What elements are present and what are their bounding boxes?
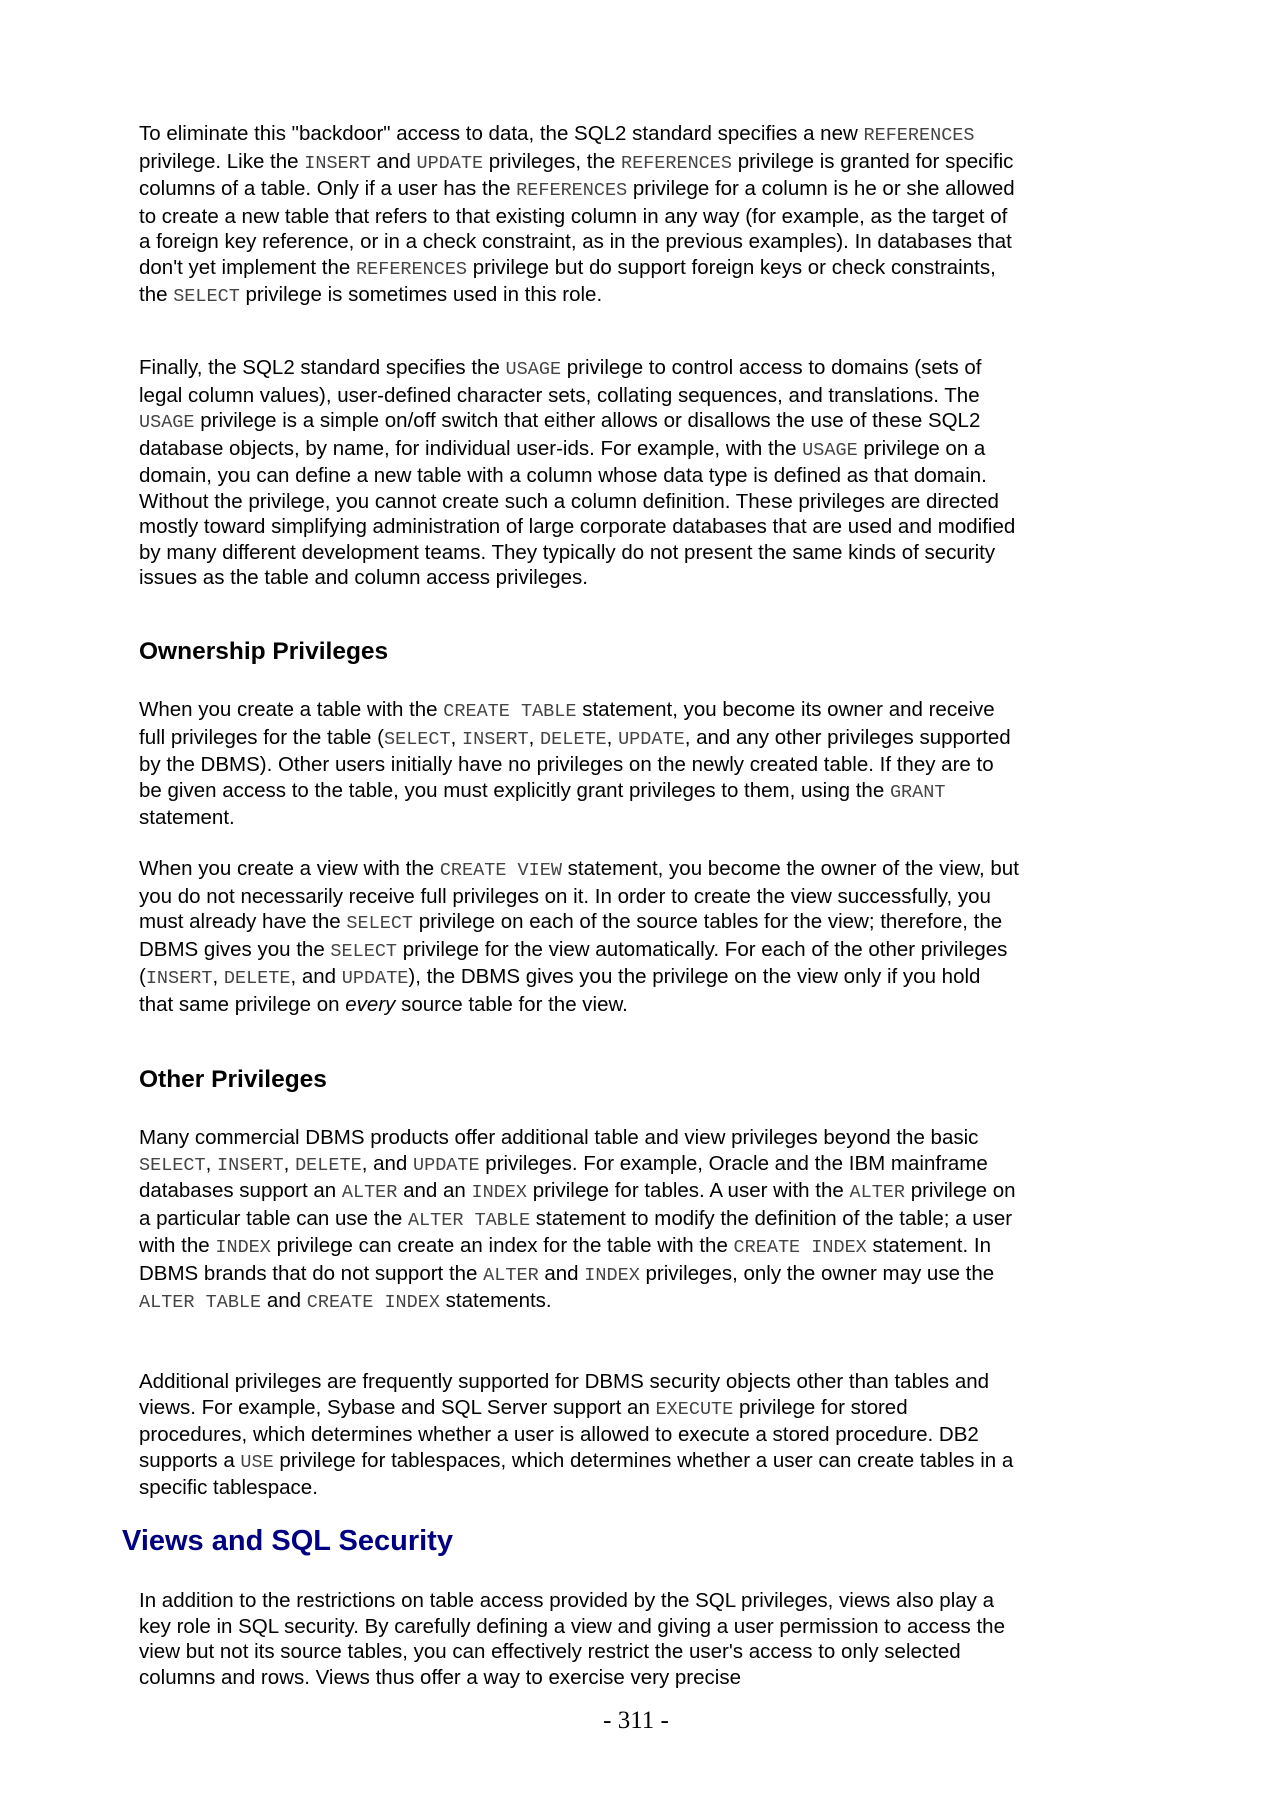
paragraph-views-security: [139, 1588, 1019, 1690]
paragraph-additional-privileges: [139, 1369, 1019, 1501]
text: , and any other privileges supported by the DBMS). Other users initially have no privileges on the newly created table. If they are to be given access to the table, you must explicitly grant privileges to them, using the: [139, 725, 1011, 802]
code-keyword: ALTER: [341, 1182, 398, 1203]
code-keyword: SELECT: [139, 1154, 206, 1176]
code-keyword: UPDATE: [618, 728, 685, 750]
code-keyword: CREATE INDEX: [306, 1292, 440, 1313]
text: statement, you become the owner of the view, but you do not necessarily receive full privileges on it. In order to create the view successfully, you must already have the: [139, 857, 1019, 933]
text: statements.: [439, 1289, 552, 1312]
text: privilege can create an index for the table with the: [270, 1234, 734, 1257]
paragraph-table-ownership: [139, 697, 1019, 831]
heading-ownership-privileges: Ownership Privileges: [139, 638, 389, 665]
text: and an: [397, 1179, 472, 1202]
text: In addition to the restrictions on table access provided by the SQL privileges, views also play a key role in SQL security. By carefully defining a view and giving a user permission to access the view but not its source tables, you can effectively restrict the user's access to only selected columns and rows. Views thus offer a way to exercise very precise: [139, 1589, 1005, 1689]
text: privileges, the: [483, 149, 621, 173]
text: Additional privileges are frequently supported for DBMS security objects other than tables and views. For example, Sybase and SQL Server support an: [139, 1370, 990, 1419]
text: and: [538, 1261, 585, 1285]
text: Many commercial DBMS products offer additional table and view privileges beyond the basic: [139, 1126, 979, 1149]
code-keyword: DELETE: [540, 728, 607, 750]
text: To eliminate this "backdoor" access to data, the SQL2 standard specifies a new: [139, 122, 864, 145]
code-keyword: UPDATE: [341, 968, 409, 989]
code-keyword: CREATE TABLE: [443, 701, 577, 722]
code-keyword: SELECT: [173, 286, 240, 307]
code-keyword: REFERENCES: [620, 152, 732, 174]
text: ,: [283, 1151, 296, 1175]
text: and: [370, 149, 417, 173]
code-keyword: ALTER: [483, 1264, 539, 1286]
text: ,: [528, 725, 541, 749]
text: , and: [290, 965, 342, 988]
text: privilege on a domain, you can define a new table with a column whose data type is defined as that domain. Without the privilege, you cannot create such a column definition. These privileges are directed mostly toward simplifying administration of large corporate databases that are used and modified by many different development teams. They typically do not present the same kinds of security issues as the table and column access privileges.: [139, 436, 1016, 589]
heading-views-and-sql-security: Views and SQL Security: [122, 1525, 453, 1557]
code-keyword: UPDATE: [412, 1154, 480, 1176]
text: privilege for the view automatically. For each of the other privileges (: [139, 937, 1008, 988]
text: and: [261, 1289, 307, 1312]
text: statement, you become its owner and receive full privileges for the table (: [139, 698, 995, 749]
text: privilege for a column is he or she allowed to create a new table that refers to that existing column in any way (for example, as the target of a foreign key reference, or in a check constraint, as in the previous examples). In databases that don't yet implement the: [139, 177, 1015, 279]
code-keyword: USAGE: [139, 412, 195, 433]
code-keyword: CREATE VIEW: [439, 860, 562, 881]
code-keyword: USAGE: [505, 359, 562, 380]
text: privilege on a particular table can use the: [139, 1179, 1016, 1230]
text: ,: [212, 965, 224, 988]
code-keyword: USE: [240, 1451, 274, 1473]
code-keyword: REFERENCES: [356, 258, 468, 280]
text: privileges, only the owner may use the: [639, 1261, 995, 1285]
text: ), the DBMS gives you the privilege on the view only if you hold that same privilege on: [139, 965, 981, 1016]
code-keyword: CREATE INDEX: [733, 1237, 867, 1258]
code-keyword: INDEX: [471, 1182, 527, 1203]
code-keyword: REFERENCES: [863, 125, 975, 146]
text: , and: [361, 1151, 413, 1175]
text: privilege on each of the source tables for the view; therefore, the DBMS gives you the: [139, 910, 1003, 961]
code-keyword: INDEX: [215, 1237, 271, 1258]
text: statement.: [139, 806, 235, 829]
text: statement to modify the definition of the table; a user with the: [139, 1206, 1013, 1257]
code-keyword: SELECT: [346, 913, 414, 934]
text: ,: [606, 725, 619, 749]
code-keyword: DELETE: [295, 1154, 362, 1176]
text: Finally, the SQL2 standard specifies the: [139, 356, 506, 379]
paragraph-references-privilege: [139, 121, 1019, 310]
code-keyword: UPDATE: [416, 152, 484, 174]
text: When you create a table with the: [139, 698, 444, 721]
code-keyword: GRANT: [889, 781, 946, 803]
code-keyword: ALTER: [849, 1182, 905, 1203]
emphasis: every: [345, 992, 396, 1016]
paragraph-other-privileges: [139, 1125, 1019, 1316]
text: ,: [205, 1151, 218, 1175]
code-keyword: SELECT: [330, 940, 398, 962]
code-keyword: INSERT: [145, 968, 213, 989]
code-keyword: EXECUTE: [655, 1398, 734, 1420]
text: statement. In DBMS brands that do not support the: [139, 1234, 991, 1285]
code-keyword: SELECT: [383, 728, 451, 750]
text: privilege is a simple on/off switch that either allows or disallows the use of these SQL2 database objects, by name, for individual user-ids. For example, with the: [139, 409, 981, 460]
text: privilege for tablespaces, which determines whether a user can create tables in a specific tablespace.: [139, 1448, 1014, 1499]
paragraph-view-ownership: [139, 856, 1019, 1017]
code-keyword: REFERENCES: [516, 180, 628, 201]
text: privilege for tables. A user with the: [527, 1179, 850, 1202]
text: privilege. Like the: [139, 149, 305, 173]
text: privilege to control access to domains (sets of legal column values), user-defined character sets, collating sequences, and translations. The: [139, 356, 982, 407]
paragraph-usage-privilege: [139, 355, 1019, 591]
text: ,: [450, 725, 463, 749]
heading-other-privileges: Other Privileges: [139, 1066, 327, 1093]
code-keyword: USAGE: [802, 439, 858, 461]
code-keyword: ALTER TABLE: [407, 1209, 531, 1231]
code-keyword: INSERT: [462, 728, 529, 750]
code-keyword: INSERT: [217, 1154, 284, 1176]
text: privilege is granted for specific columns of a table. Only if a user has the: [139, 149, 1014, 200]
code-keyword: DELETE: [223, 968, 291, 989]
code-keyword: INSERT: [304, 152, 371, 174]
text: privilege is sometimes used in this role.: [239, 283, 603, 306]
page-number: - 311 -: [603, 1707, 669, 1734]
text: When you create a view with the: [139, 857, 440, 880]
text: source table for the view.: [395, 992, 628, 1016]
code-keyword: INDEX: [584, 1264, 640, 1286]
text: privilege for stored procedures, which determines whether a user is allowed to execute a stored procedure. DB2 supports a: [139, 1395, 979, 1472]
text: privilege but do support foreign keys or check constraints, the: [139, 255, 996, 306]
code-keyword: ALTER TABLE: [139, 1292, 262, 1313]
text: privileges. For example, Oracle and the IBM mainframe databases support an: [139, 1151, 988, 1202]
